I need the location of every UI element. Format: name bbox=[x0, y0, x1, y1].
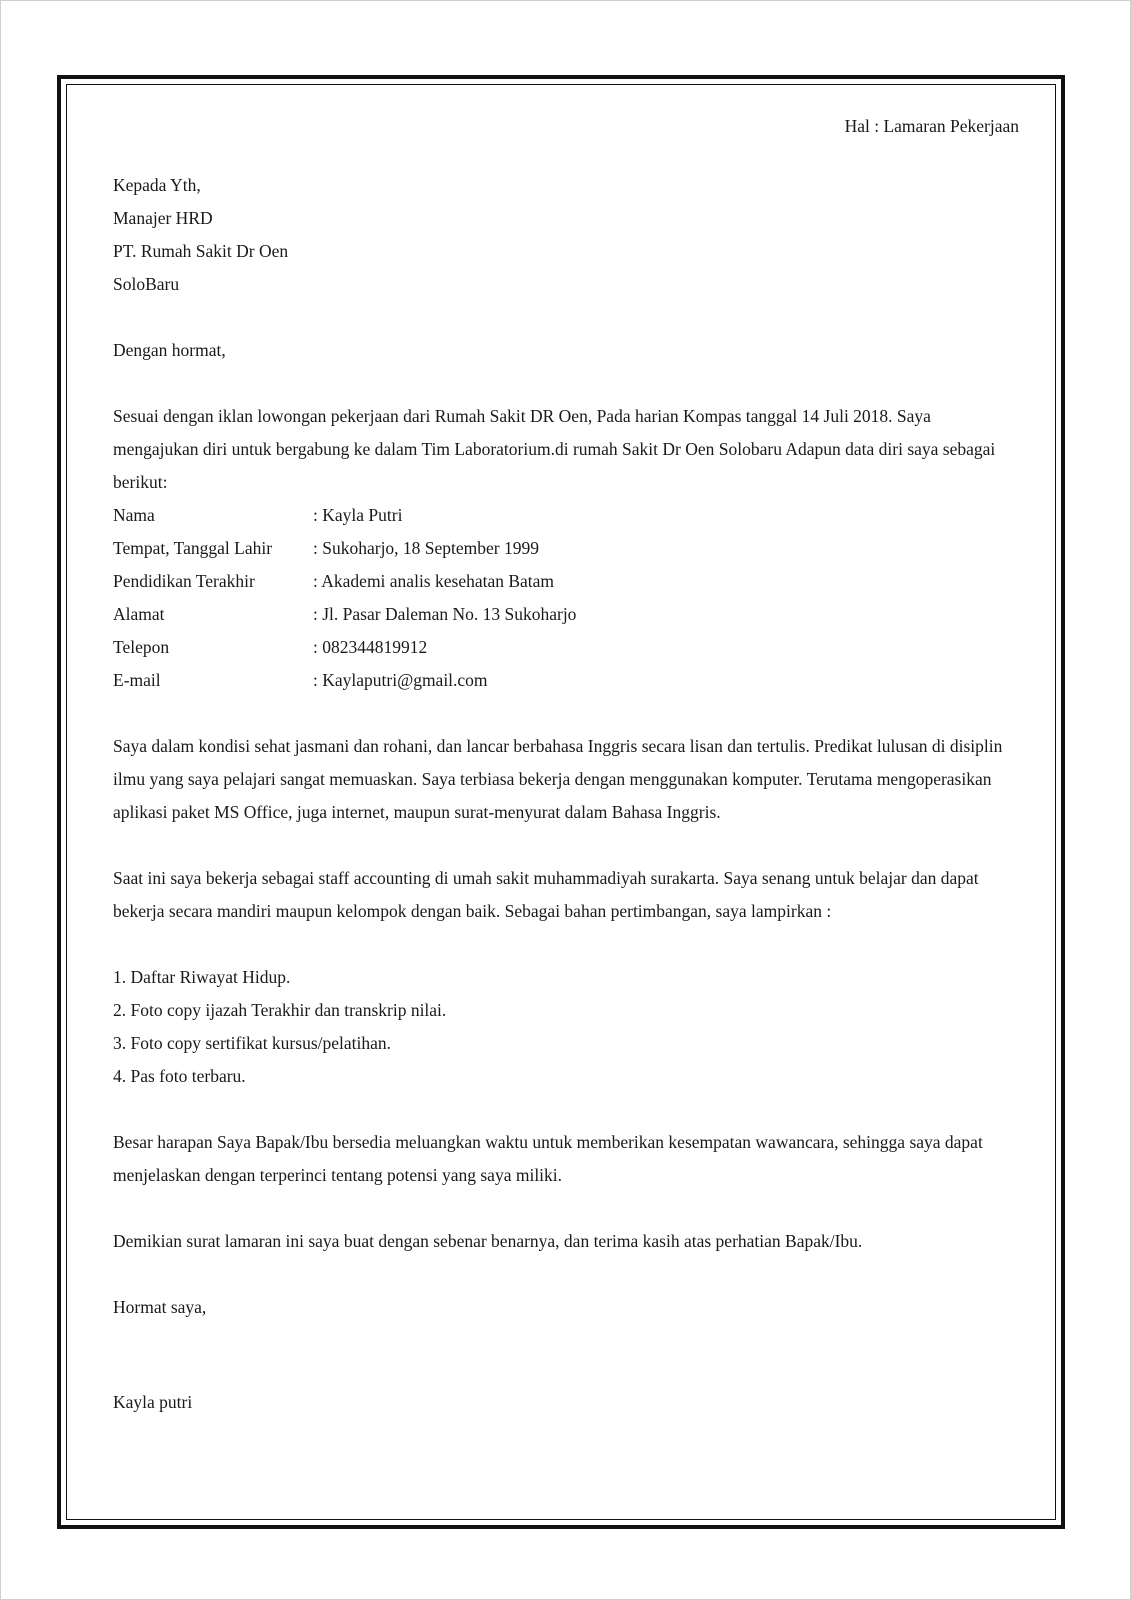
recipient-line: Kepada Yth, bbox=[113, 175, 201, 195]
data-label: Tempat, Tanggal Lahir bbox=[113, 538, 273, 558]
closing-salutation: Hormat saya, bbox=[113, 1297, 207, 1317]
data-row-nama bbox=[113, 499, 1019, 532]
data-label: Nama bbox=[113, 505, 155, 525]
data-value: : Kayla Putri bbox=[313, 505, 403, 525]
salutation: Dengan hormat, bbox=[113, 340, 226, 360]
data-label: Telepon bbox=[113, 637, 170, 657]
attachment-item: 3. Foto copy sertifikat kursus/pelatihan. bbox=[113, 1033, 392, 1053]
data-value: : Jl. Pasar Daleman No. 13 Sukoharjo bbox=[313, 604, 577, 624]
recipient-line: Manajer HRD bbox=[113, 208, 213, 228]
letter-body bbox=[113, 110, 1019, 1419]
closing-paragraph: Demikian surat lamaran ini saya buat dengan sebenar benarnya, dan terima kasih atas perhatian Bapak/Ibu. bbox=[113, 1231, 863, 1251]
data-row-ttl bbox=[113, 532, 1019, 565]
data-value: : Akademi analis kesehatan Batam bbox=[313, 571, 555, 591]
attachment-item: 2. Foto copy ijazah Terakhir dan transkrip nilai. bbox=[113, 1000, 447, 1020]
data-label: Pendidikan Terakhir bbox=[113, 571, 255, 591]
data-value: : Sukoharjo, 18 September 1999 bbox=[313, 538, 540, 558]
data-value: : Kaylaputri@gmail.com bbox=[313, 670, 488, 690]
recipient-block bbox=[113, 169, 1019, 301]
hope-paragraph: Besar harapan Saya Bapak/Ibu bersedia meluangkan waktu untuk memberikan kesempatan wawancara, sehingga saya dapat menjelaskan dengan terperinci tentang potensi yang saya miliki. bbox=[113, 1132, 983, 1185]
recipient-line: PT. Rumah Sakit Dr Oen bbox=[113, 241, 289, 261]
personal-data-list bbox=[113, 499, 1019, 697]
qualifications-paragraph: Saya dalam kondisi sehat jasmani dan rohani, dan lancar berbahasa Inggris secara lisan dan tertulis. Predikat lulusan di disiplin ilmu yang saya pelajari sangat memuaskan. Saya terbiasa bekerja dengan menggunakan komputer. Terutama mengoperasikan aplikasi paket MS Office, juga internet, maupun surat-menyurat dalam Bahasa Inggris. bbox=[113, 736, 1003, 822]
data-label: Alamat bbox=[113, 604, 165, 624]
data-row-pendidikan bbox=[113, 565, 1019, 598]
current-job-paragraph: Saat ini saya bekerja sebagai staff accounting di umah sakit muhammadiyah surakarta. Saya senang untuk belajar dan dapat bekerja secara mandiri maupun kelompok dengan baik. Sebagai bahan pertimbangan, saya lampirkan : bbox=[113, 868, 979, 921]
data-row-telepon bbox=[113, 631, 1019, 664]
attachment-item: 1. Daftar Riwayat Hidup. bbox=[113, 967, 291, 987]
data-value: : 082344819912 bbox=[313, 637, 428, 657]
recipient-line: SoloBaru bbox=[113, 274, 180, 294]
data-row-email bbox=[113, 664, 1019, 697]
attachment-item: 4. Pas foto terbaru. bbox=[113, 1066, 246, 1086]
intro-paragraph: Sesuai dengan iklan lowongan pekerjaan dari Rumah Sakit DR Oen, Pada harian Kompas tanggal 14 Juli 2018. Saya mengajukan diri untuk bergabung ke dalam Tim Laboratorium.di rumah Sakit Dr Oen Solobaru Adapun data diri saya sebagai berikut: bbox=[113, 406, 996, 492]
attachment-list bbox=[113, 961, 1019, 1093]
letter-subject: Hal : Lamaran Pekerjaan bbox=[844, 116, 1019, 136]
data-row-alamat bbox=[113, 598, 1019, 631]
data-label: E-mail bbox=[113, 670, 161, 690]
signature-name: Kayla putri bbox=[113, 1392, 193, 1412]
